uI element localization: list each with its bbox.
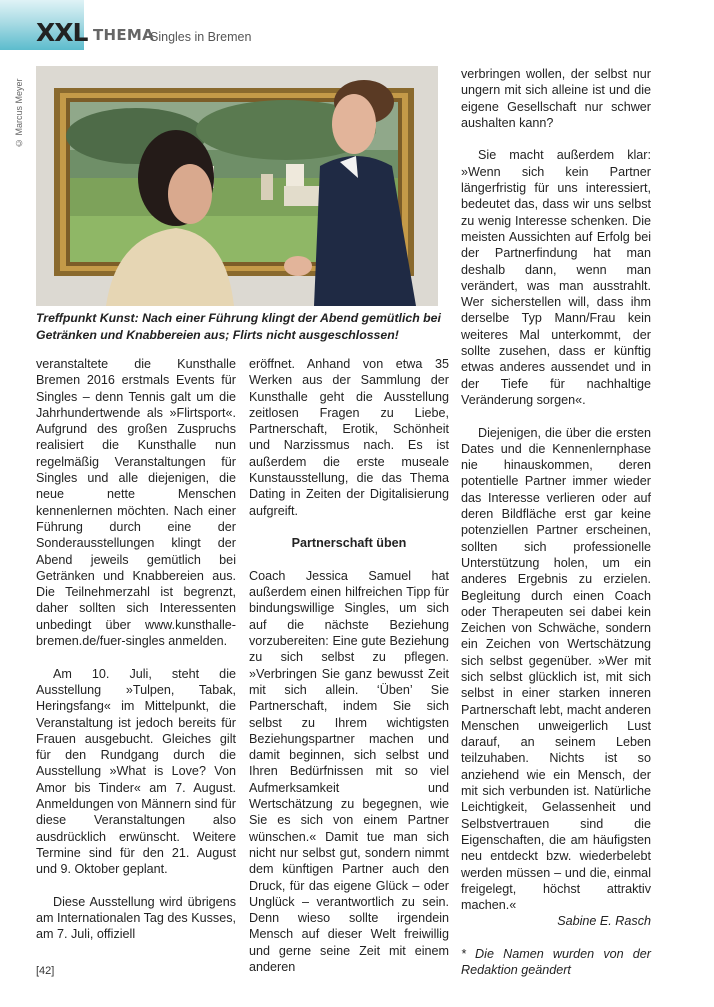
paragraph: Am 10. Juli, steht die Ausstellung »Tulpen, Tabak, Heringsfang« im Mittelpunkt, die Veranstaltung ist jedoch bereits für Frauen ausgebucht. Gleiches gilt für den Rundgang durch die Ausstellung »What is Love? Von Amor bis Tinder« am 7. August. Anmeldungen von Männern sind für diese Veranstaltungen also ausdrücklich erwünscht. Weitere Termine sind für den 21. August und 9. Oktober geplant. [36, 666, 236, 877]
article-photo [36, 66, 438, 306]
paragraph: Diese Ausstellung wird übrigens am Internationalen Tag des Kusses, am 7. Juli, offiziell [36, 894, 236, 942]
photo-caption: Treffpunkt Kunst: Nach einer Führung klingt der Abend gemütlich bei Getränken und Knabbereien aus; Flirts nicht ausgeschlossen! [36, 311, 441, 342]
paragraph: eröffnet. Anhand von etwa 35 Werken aus der Sammlung der Kunsthalle geht die Ausstellung zeitlosen Fragen zu Liebe, Partnerschaft, Erotik, Schönheit und Narzissmus nach. Es ist außerdem die erste museale Kunstausstellung, die das Thema Dating in Zeiten der Digitalisierung aufgreift. [249, 357, 449, 518]
article-column-2 [249, 356, 449, 975]
section-topic: Singles in Bremen [150, 30, 252, 44]
section-label: THEMA [93, 26, 155, 44]
subheading: Partnerschaft üben [291, 536, 407, 551]
paragraph: Coach Jessica Samuel hat außerdem einen hilfreichen Tipp für bindungswillige Singles, um sich auf die nächste Beziehung vorzubereiten: Eine gute Beziehung zu sich selbst zu pflegen. »Verbringen Sie ganz bewusst Zeit mit sich allein. ‘Üben’ Sie Partnerschaft, indem Sie sich selbst zu Ihrem wichtigsten Beziehungspartner machen und damit beginnen, sich selbst und Ihren Bedürfnissen mit so viel Aufmerksamkeit und Wertschätzung zu begegnen, wie Sie es sich von einem Partner wünschen.« Damit tue man sich nicht nur selbst gut, sondern nimmt dem künftigen Partner auch den Druck, für das eigene Glück – oder Unglück – verantwortlich zu sein. Denn wieso sollte irgendein Mensch auf dieser Welt freiwillig und gerne seine Zeit mit einem anderen [249, 568, 449, 974]
paragraph: Diejenigen, die über die ersten Dates und die Kennenlernphase nie hinauskommen, deren potentielle Partner immer wieder das Interesse verlieren oder auf deren Bildfläche erst gar keine potenziellen Partner erscheinen, sollten sich professionelle Unterstützung holen, um ein anderes Ergebnis zu erzielen. Begleitung durch einen Coach oder Therapeuten sei dabei kein Zeichen von Schwäche, sondern ein Zeichen von Wertschätzung sich selbst gegenüber. »Wer mit sich selbst glücklich ist, mit sich selbst in einer starken inneren Partnerschaft lebt, macht anderen Menschen unweigerlich Lust darauf, an seinem Leben teilzuhaben. Nichts ist so anziehend wie ein Mensch, der mit sich verbunden ist. Natürliche Leichtigkeit, Gelassenheit und Selbstvertrauen sind die Eigenschaften, die am häufigsten neu entdeckt bzw. wiederbelebt werden müssen – und die, einmal freigelegt, höchst attraktiv machen.« [461, 425, 651, 913]
author-signature: Sabine E. Rasch [557, 914, 651, 929]
article-column-1 [36, 356, 236, 943]
paragraph: verbringen wollen, der selbst nur ungern mit sich alleine ist und die eigene Gesellschaft nur schwer aushalten kann? [461, 67, 651, 130]
article-column-3 [461, 66, 651, 979]
paragraph: Sie macht außerdem klar: »Wenn sich kein Partner längerfristig für uns interessiert, bedeutet das, dass wir uns selbst zu wenig Interesse schenken. Die meisten Aussichten auf Erfolg bei der Partnerfindung hat man deshalb dann, wenn man verändert, was man ausstrahlt. Wer sicherstellen will, dass ihm derselbe Typ Mann/Frau kein weiteres Mal unterkommt, der sollte zusehen, dass er künftig etwas anderes aussendet und in der Tiefe für nachhaltige Veränderung sorgen«. [461, 148, 651, 407]
paragraph: veranstaltete die Kunsthalle Bremen 2016 erstmals Events für Singles – denn Tennis galt um die Jahrhundertwende als »Flirtsport«. Aufgrund des großen Zuspruchs realisiert die Kunsthalle nun regelmäßig Veranstaltungen für Singles und alle diejenigen, die neue nette Menschen kennenlernen möchten. Nach einer Führung durch eine der Sonderausstellungen klingt der Abend jeweils gemütlich bei Getränken und Knabbereien aus. Die Teilnehmerzahl ist begrenzt, daher sollten sich Interessenten unbedingt über www.kunsthalle-bremen.de/fuer-singles anmelden. [36, 357, 236, 649]
footnote: * Die Namen wurden von der Redaktion geändert [461, 947, 651, 978]
magazine-section-logo: XXL [36, 18, 88, 47]
page-number: [42] [36, 965, 55, 977]
photo-credit: © Marcus Meyer [14, 78, 24, 148]
